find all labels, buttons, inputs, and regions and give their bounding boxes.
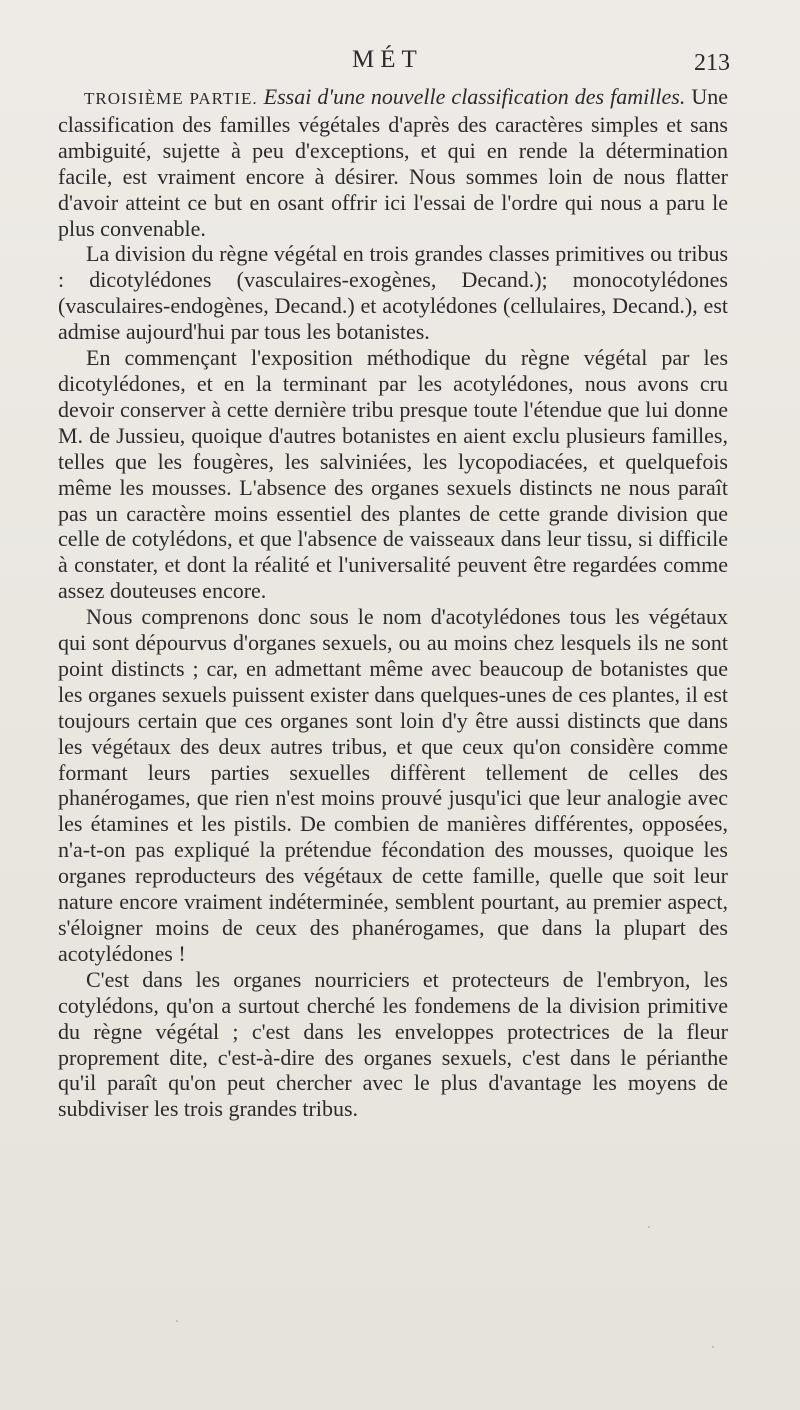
part-title: Essai d'une nouvelle classification des familles.	[263, 84, 686, 109]
running-head	[0, 46, 800, 82]
paragraph-1-text: Une classification des familles végétales d'après des caractères simples et sans ambiguité, sujette à peu d'exceptions, et qui en rende la détermination facile, est vraiment encore à désirer. Nous sommes loin de nous flatter d'avoir atteint ce but en osant offrir ici l'essai de l'ordre qui nous a paru le plus convenable.	[58, 84, 729, 241]
paper-speck	[712, 1346, 714, 1348]
paragraph-4: Nous comprenons donc sous le nom d'acotylédones tous les végétaux qui sont dépourvus d'organes sexuels, ou au moins chez lesquels ils ne sont point distincts ; car, en admettant même avec beaucoup de botanistes que les organes sexuels puissent exister dans quelques-unes de ces plantes, il est toujours certain que ces organes sont loin d'y être aussi distincts que dans les végétaux des deux autres tribus, et que ceux qu'on considère comme formant leurs parties sexuelles diffèrent tellement de celles des phanérogames, que rien n'est moins prouvé jusqu'ici que leur analogie avec les étamines et les pistils. De combien de manières différentes, opposées, n'a-t-on pas expliqué la prétendue fécondation des mousses, quoique les organes reproducteurs des végétaux de cette famille, quelle que soit leur nature encore vraiment indéterminée, semblent pourtant, au premier aspect, s'éloigner moins de ceux des phanérogames, que dans la plupart des acotylédones !	[58, 604, 728, 966]
paragraph-5: C'est dans les organes nourriciers et protecteurs de l'embryon, les cotylédons, qu'on a surtout cherché les fondemens de la division primitive du règne végétal ; c'est dans les enveloppes protectrices de la fleur proprement dite, c'est-à-dire des organes sexuels, c'est dans le périanthe qu'il paraît qu'on peut chercher avec le plus d'avantage les moyens de subdiviser les trois grandes tribus.	[58, 966, 728, 1122]
paragraph-3: En commençant l'exposition méthodique du règne végétal par les dicotylédones, et en la terminant par les acotylédones, nous avons cru devoir conserver à cette dernière tribu presque toute l'étendue que lui donne M. de Jussieu, quoique d'autres botanistes en aient exclu plusieurs familles, telles que les fougères, les salviniées, les lycopodiacées, et quelquefois même les mousses. L'absence des organes sexuels distincts ne nous paraît pas un caractère moins essentiel des plantes de cette grande division que celle de cotylédons, et que l'absence de vaisseaux dans leur tissu, si difficile à constater, et dont la réalité et l'universalité peuvent être regardées comme assez douteuses encore.	[58, 345, 728, 604]
running-head-title: MÉT	[352, 46, 423, 73]
page-number: 213	[694, 50, 730, 76]
paper-speck	[176, 1320, 178, 1322]
paragraph-1	[58, 84, 728, 241]
part-label: TROISIÈME PARTIE.	[84, 89, 258, 108]
paragraph-2: La division du règne végétal en trois grandes classes primitives ou tribus : dicotylédones (vasculaires-exogènes, Decand.); monocotylédones (vasculaires-endogènes, Decand.) et acotylédones (cellulaires, Decand.), est admise aujourd'hui par tous les botanistes.	[58, 241, 728, 345]
body-text	[58, 84, 728, 1122]
paper-speck	[648, 1226, 650, 1228]
